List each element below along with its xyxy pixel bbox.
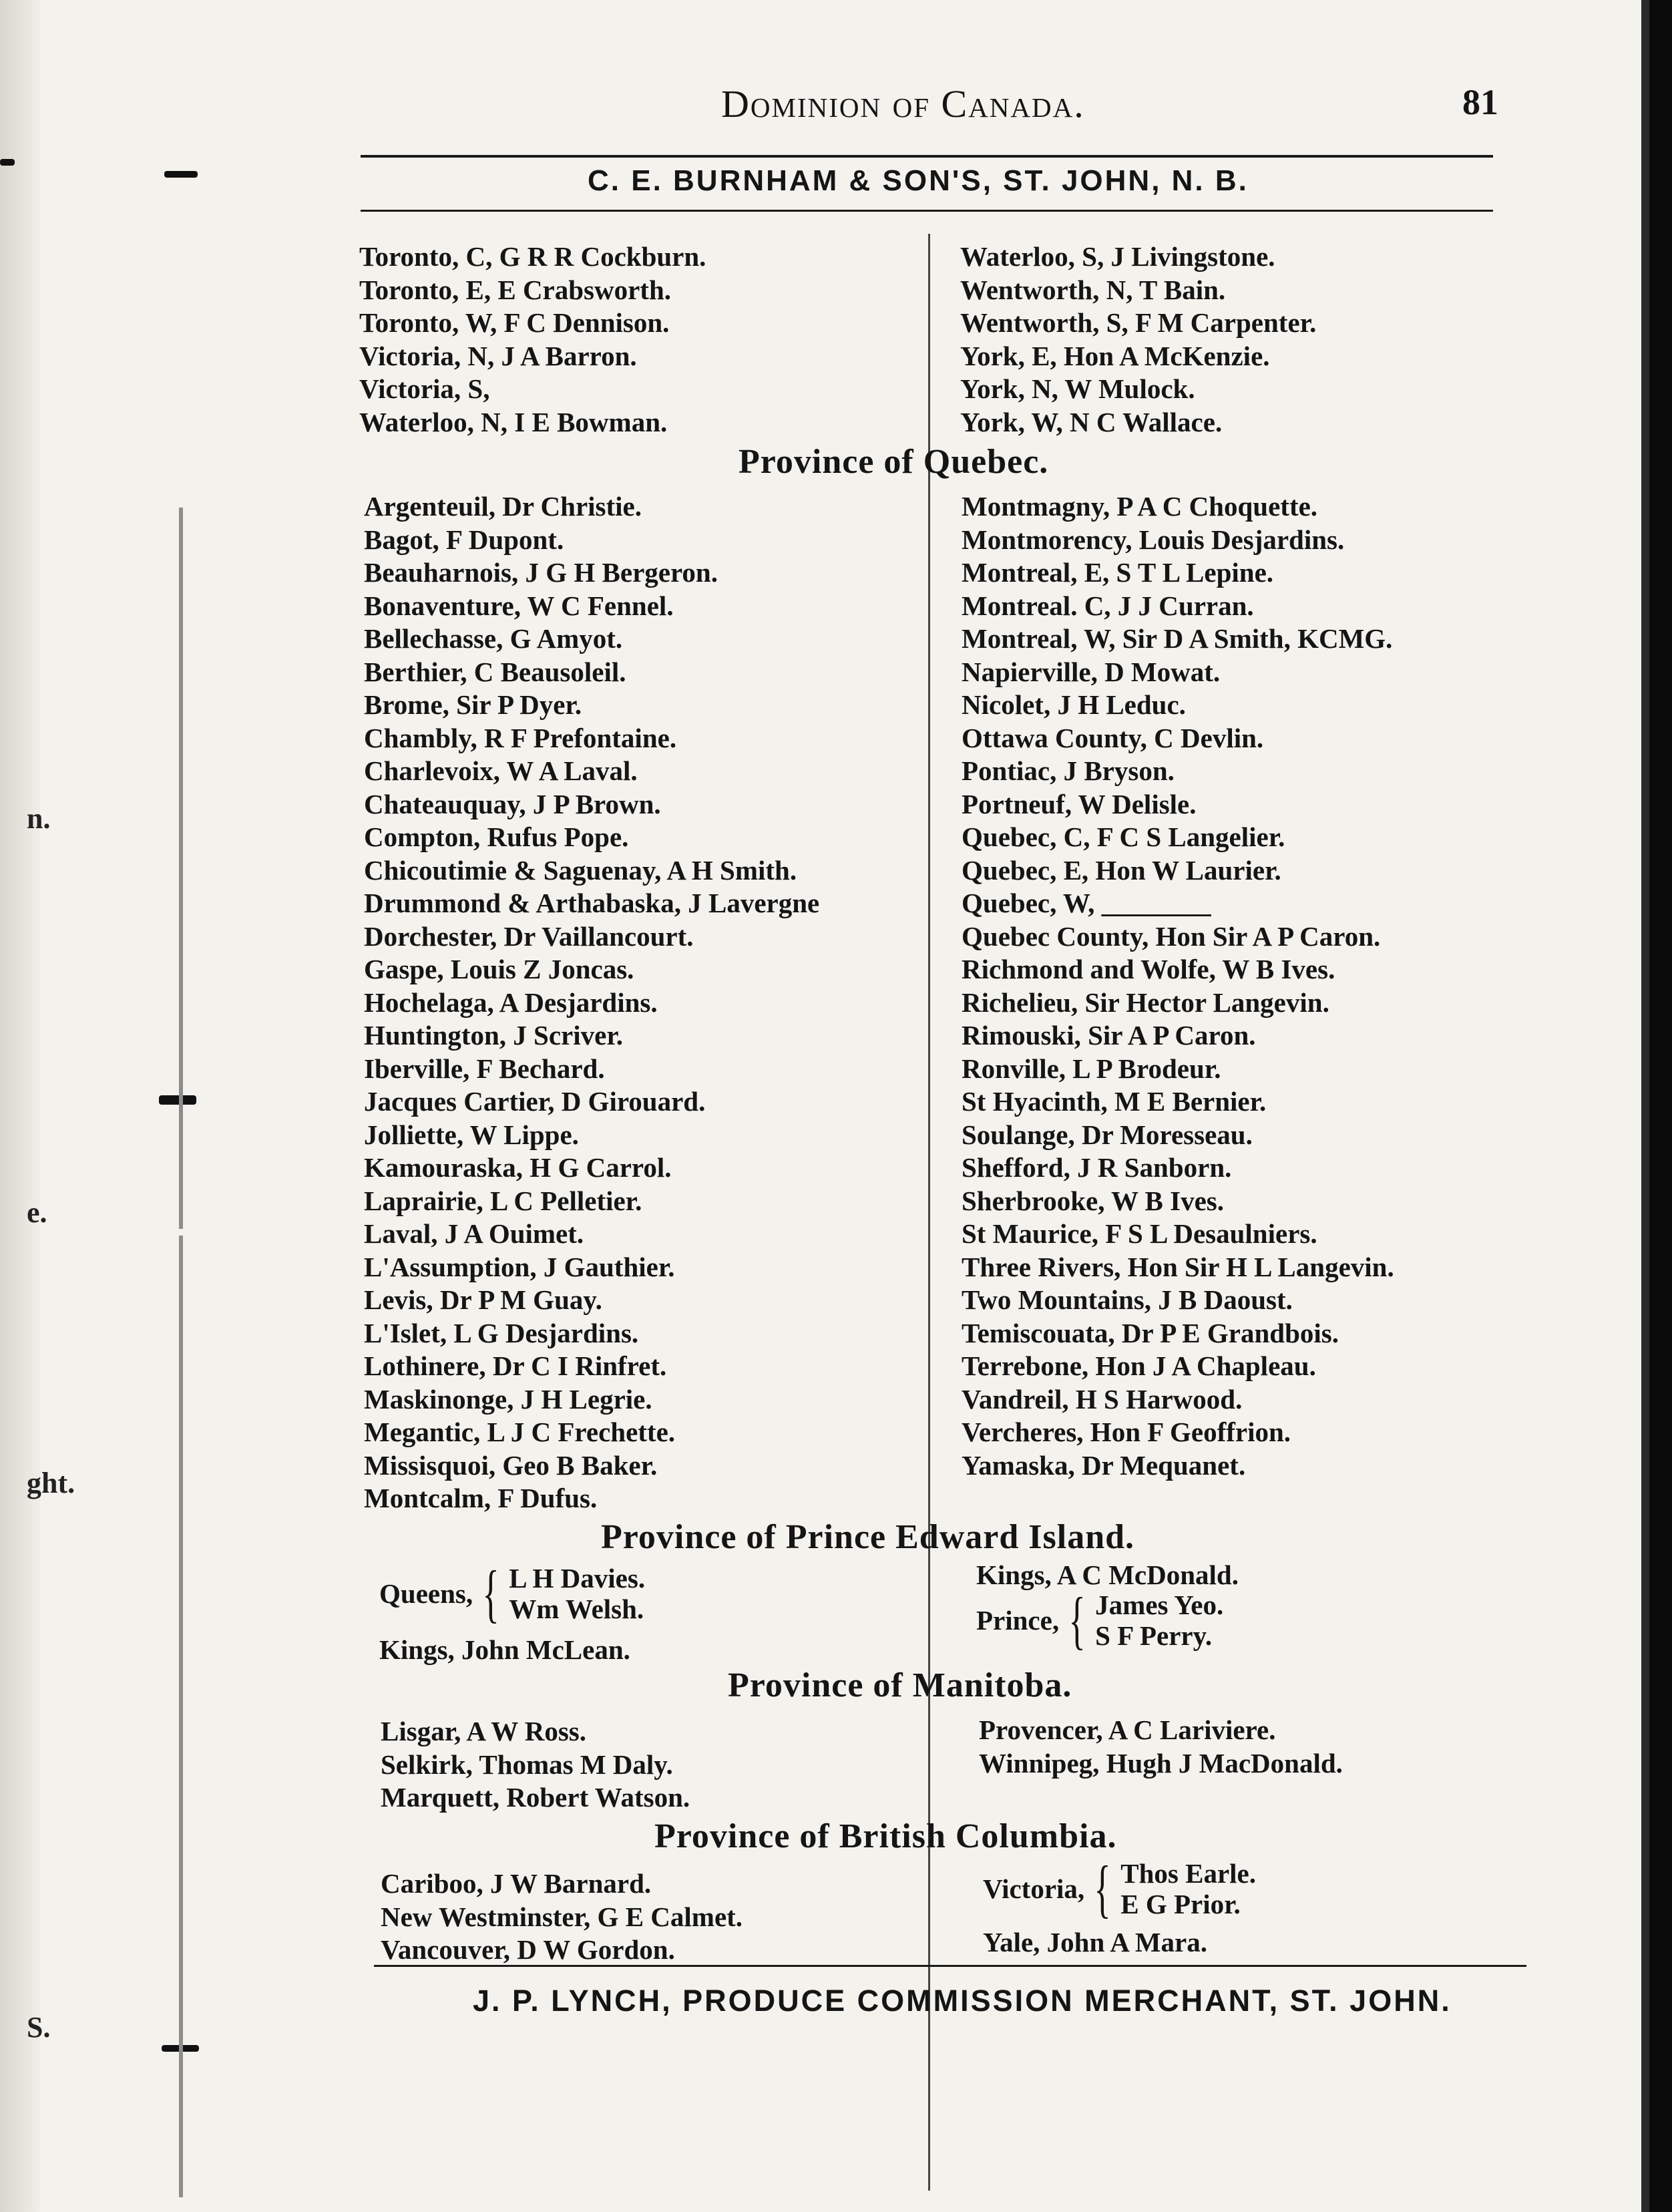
section-heading-manitoba: Province of Manitoba.	[728, 1666, 1072, 1704]
top-advertisement: C. E. BURNHAM & SON'S, ST. JOHN, N. B.	[588, 164, 1249, 197]
list-item: Berthier, C Beausoleil.	[364, 656, 626, 687]
brace-icon: {	[1068, 1584, 1086, 1656]
list-item: St Hyacinth, M E Bernier.	[962, 1086, 1267, 1117]
constituency-label: Prince,	[976, 1605, 1060, 1636]
list-item: Chicoutimie & Saguenay, A H Smith.	[364, 854, 797, 886]
list-item: Chambly, R F Prefontaine.	[364, 722, 677, 753]
section-heading-quebec: Province of Quebec.	[739, 443, 1049, 481]
page-edge-border	[1649, 0, 1672, 2212]
section-heading-pei: Province of Prince Edward Island.	[601, 1518, 1135, 1556]
list-item: Montcalm, F Dufus.	[364, 1483, 598, 1513]
manitoba-left-column	[381, 1715, 690, 1815]
list-item: New Westminster, G E Calmet.	[381, 1901, 743, 1932]
list-item: Yale, John A Mara.	[983, 1927, 1207, 1958]
list-item: Bagot, F Dupont.	[364, 524, 564, 555]
list-item: Temiscouata, Dr P E Grandbois.	[962, 1317, 1339, 1348]
list-item: Sherbrooke, W B Ives.	[962, 1185, 1224, 1216]
list-item: Jacques Cartier, D Girouard.	[364, 1086, 706, 1117]
pei-prince-entry	[976, 1584, 1224, 1656]
list-item: Beauharnois, J G H Bergeron.	[364, 557, 718, 588]
bottom-advertisement: J. P. LYNCH, PRODUCE COMMISSION MERCHANT, ST. JOHN.	[473, 1984, 1452, 2018]
list-item: Montmagny, P A C Choquette.	[962, 491, 1318, 522]
list-item: Megantic, L J C Frechette.	[364, 1417, 676, 1447]
list-item: Drummond & Arthabaska, J Lavergne	[364, 888, 820, 918]
list-item: Shefford, J R Sanborn.	[962, 1152, 1232, 1183]
list-item: Missisquoi, Geo B Baker.	[364, 1449, 658, 1481]
list-item: Bonaventure, W C Fennel.	[364, 590, 674, 621]
constituency-label: Victoria,	[983, 1873, 1085, 1904]
list-item: Winnipeg, Hugh J MacDonald.	[979, 1747, 1343, 1779]
member-name: L H Davies.	[509, 1563, 646, 1594]
list-item: Huntington, J Scriver.	[364, 1020, 624, 1051]
list-item: Kings, John McLean.	[379, 1634, 630, 1665]
list-item: Waterloo, S, J Livingstone.	[960, 241, 1275, 272]
list-item: Montreal. C, J J Curran.	[962, 590, 1254, 621]
list-item: Montreal, W, Sir D A Smith, KCMG.	[962, 623, 1393, 654]
member-name: Wm Welsh.	[509, 1594, 644, 1624]
list-item: L'Islet, L G Desjardins.	[364, 1317, 639, 1348]
quebec-left-column	[364, 490, 819, 1515]
list-item: Quebec County, Hon Sir A P Caron.	[962, 920, 1381, 952]
page-edge-shadow	[1641, 0, 1649, 2212]
list-item: Toronto, E, E Crabsworth.	[359, 274, 672, 305]
left-bleed-text: n.	[27, 802, 51, 835]
list-item: Provencer, A C Lariviere.	[979, 1714, 1276, 1745]
list-item: Kings, A C McDonald.	[976, 1559, 1239, 1590]
constituency-label: Queens,	[379, 1578, 473, 1609]
list-item: Compton, Rufus Pope.	[364, 821, 629, 852]
list-item: Wentworth, S, F M Carpenter.	[960, 307, 1317, 338]
list-item: Jolliette, W Lippe.	[364, 1119, 579, 1150]
list-item: Richmond and Wolfe, W B Ives.	[962, 954, 1335, 984]
list-item: Waterloo, N, I E Bowman.	[359, 406, 668, 437]
member-name: James Yeo.	[1095, 1590, 1224, 1620]
manitoba-right-column	[979, 1714, 1343, 1780]
header-rule	[361, 155, 1493, 158]
section-heading-bc: Province of British Columbia.	[654, 1817, 1117, 1855]
list-item: Pontiac, J Bryson.	[962, 755, 1175, 786]
list-item: Brome, Sir P Dyer.	[364, 689, 582, 720]
list-item: Iberville, F Bechard.	[364, 1053, 605, 1084]
list-item: Toronto, W, F C Dennison.	[359, 307, 670, 338]
list-item: Rimouski, Sir A P Caron.	[962, 1020, 1256, 1051]
list-item: Ronville, L P Brodeur.	[962, 1053, 1221, 1084]
list-item: Hochelaga, A Desjardins.	[364, 986, 658, 1018]
list-item: Portneuf, W Delisle.	[962, 788, 1197, 819]
list-item: Cariboo, J W Barnard.	[381, 1868, 652, 1899]
list-item: Vandreil, H S Harwood.	[962, 1383, 1243, 1415]
list-item: Montmorency, Louis Desjardins.	[962, 524, 1345, 555]
list-item: Selkirk, Thomas M Daly.	[381, 1748, 673, 1780]
list-item: Dorchester, Dr Vaillancourt.	[364, 920, 694, 952]
margin-rule	[179, 508, 183, 1229]
list-item: Maskinonge, J H Legrie.	[364, 1383, 652, 1415]
quebec-right-column	[962, 490, 1394, 1482]
list-item: Argenteuil, Dr Christie.	[364, 491, 642, 522]
list-item: Montreal, E, S T L Lepine.	[962, 557, 1274, 588]
left-bleed-text: ght.	[27, 1467, 75, 1499]
list-item: Levis, Dr P M Guay.	[364, 1284, 602, 1315]
brace-icon: {	[1094, 1853, 1111, 1924]
column-divider	[928, 234, 930, 2191]
list-item: Laval, J A Ouimet.	[364, 1218, 584, 1249]
list-item: York, E, Hon A McKenzie.	[960, 340, 1270, 371]
list-item: Richelieu, Sir Hector Langevin.	[962, 986, 1329, 1018]
list-item: Gaspe, Louis Z Joncas.	[364, 954, 634, 984]
member-name: E G Prior.	[1120, 1889, 1241, 1919]
margin-mark	[159, 1095, 196, 1105]
list-item: Quebec, E, Hon W Laurier.	[962, 854, 1281, 886]
list-item: L'Assumption, J Gauthier.	[364, 1251, 675, 1282]
member-name: Thos Earle.	[1120, 1858, 1256, 1889]
left-bleed-text: e.	[27, 1196, 47, 1229]
list-item: Napierville, D Mowat.	[962, 656, 1221, 687]
list-item: Soulange, Dr Moresseau.	[962, 1119, 1253, 1150]
member-name: S F Perry.	[1095, 1620, 1213, 1651]
list-item: Toronto, C, G R R Cockburn.	[359, 241, 706, 272]
left-bleed-text: S.	[27, 2011, 51, 2044]
advert-rule	[361, 210, 1493, 212]
list-item: Quebec, C, F C S Langelier.	[962, 821, 1285, 852]
list-item: Quebec, W, ________	[962, 888, 1211, 918]
list-item: Lisgar, A W Ross.	[381, 1716, 587, 1746]
list-item: Laprairie, L C Pelletier.	[364, 1185, 642, 1216]
page-number: 81	[1462, 82, 1498, 122]
list-item: Chateauquay, J P Brown.	[364, 788, 661, 819]
list-item: Nicolet, J H Leduc.	[962, 689, 1186, 720]
pei-queens-entry	[379, 1557, 646, 1629]
brace-icon: {	[482, 1557, 499, 1629]
list-item: Victoria, S,	[359, 373, 490, 404]
list-item: Wentworth, N, T Bain.	[960, 274, 1226, 305]
list-item: Victoria, N, J A Barron.	[359, 340, 637, 371]
list-item: Two Mountains, J B Daoust.	[962, 1284, 1293, 1315]
list-item: Vancouver, D W Gordon.	[381, 1934, 675, 1965]
list-item: Terrebone, Hon J A Chapleau.	[962, 1350, 1316, 1381]
bc-left-column	[381, 1867, 743, 1967]
list-item: St Maurice, F S L Desaulniers.	[962, 1218, 1317, 1249]
list-item: Yamaska, Dr Mequanet.	[962, 1449, 1246, 1481]
list-item: Ottawa County, C Devlin.	[962, 722, 1264, 753]
footer-rule	[374, 1965, 1526, 1967]
book-spine-shadow	[0, 0, 40, 2212]
list-item: Vercheres, Hon F Geoffrion.	[962, 1417, 1291, 1447]
list-item: Lothinere, Dr C I Rinfret.	[364, 1350, 667, 1381]
list-item: Three Rivers, Hon Sir H L Langevin.	[962, 1251, 1394, 1282]
list-item: Charlevoix, W A Laval.	[364, 755, 638, 786]
list-item: York, W, N C Wallace.	[960, 406, 1223, 437]
bc-victoria-entry	[983, 1853, 1256, 1924]
list-item: Kamouraska, H G Carrol.	[364, 1152, 672, 1183]
margin-mark	[164, 171, 198, 178]
ontario-left-column	[359, 240, 706, 439]
margin-mark	[0, 159, 15, 166]
running-title: Dominion of Canada.	[721, 82, 1085, 126]
ontario-right-column	[960, 240, 1316, 439]
margin-rule	[179, 1236, 183, 2197]
list-item: York, N, W Mulock.	[960, 373, 1195, 404]
list-item: Bellechasse, G Amyot.	[364, 623, 623, 654]
list-item: Marquett, Robert Watson.	[381, 1782, 690, 1813]
